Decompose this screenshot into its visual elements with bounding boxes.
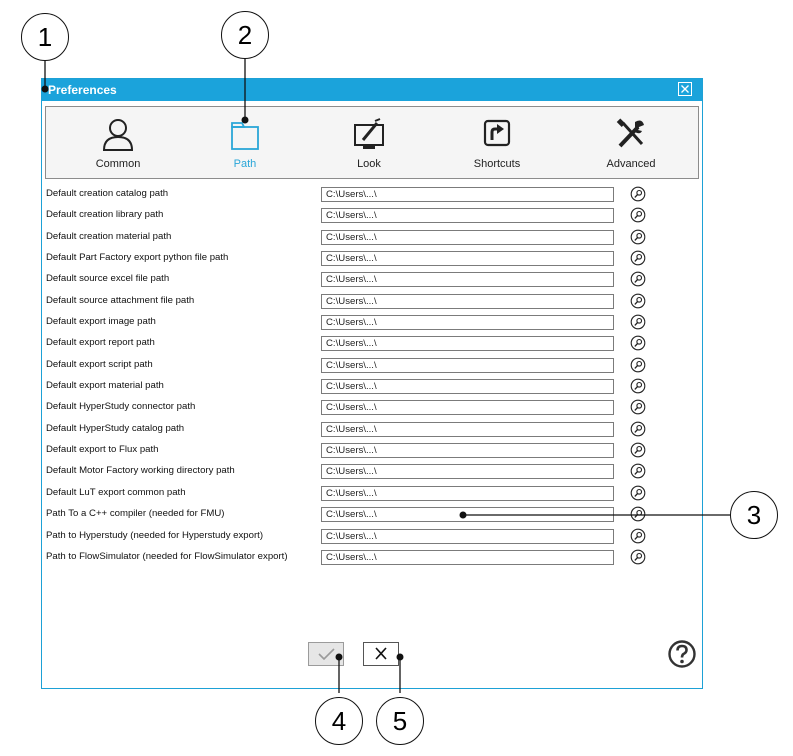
browse-magnifier-icon[interactable] <box>630 293 646 309</box>
question-icon <box>667 639 697 669</box>
tab-shortcuts[interactable] <box>442 107 552 177</box>
help-button[interactable] <box>667 639 697 669</box>
path-setting-row <box>46 527 686 548</box>
path-setting-label: Default creation library path <box>46 209 164 221</box>
path-setting-row <box>46 484 686 505</box>
path-input[interactable]: C:\Users\...\ <box>321 230 614 245</box>
path-setting-label: Default creation material path <box>46 230 172 242</box>
path-setting-label: Default HyperStudy catalog path <box>46 422 185 434</box>
path-input[interactable]: C:\Users\...\ <box>321 529 614 544</box>
path-settings-list <box>46 185 686 569</box>
title-bar[interactable] <box>42 79 702 101</box>
browse-magnifier-icon[interactable] <box>630 250 646 266</box>
path-input[interactable]: C:\Users\...\ <box>321 336 614 351</box>
callout-4: 4 <box>315 697 363 745</box>
path-input[interactable]: C:\Users\...\ <box>321 272 614 287</box>
browse-magnifier-icon[interactable] <box>630 463 646 479</box>
path-setting-row <box>46 462 686 483</box>
browse-magnifier-icon[interactable] <box>630 357 646 373</box>
callout-5: 5 <box>376 697 424 745</box>
path-input[interactable]: C:\Users\...\ <box>321 208 614 223</box>
callout-3: 3 <box>730 491 778 539</box>
path-setting-label: Default export to Flux path <box>46 444 159 456</box>
preferences-dialog <box>41 78 703 689</box>
browse-magnifier-icon[interactable] <box>630 549 646 565</box>
path-input[interactable]: C:\Users\...\ <box>321 294 614 309</box>
browse-magnifier-icon[interactable] <box>630 207 646 223</box>
browse-magnifier-icon[interactable] <box>630 229 646 245</box>
path-setting-label: Path to Hyperstudy (needed for Hyperstudy export) <box>46 529 264 541</box>
browse-magnifier-icon[interactable] <box>630 506 646 522</box>
folder-icon <box>225 115 265 153</box>
browse-magnifier-icon[interactable] <box>630 271 646 287</box>
path-input[interactable]: C:\Users\...\ <box>321 486 614 501</box>
tab-common[interactable] <box>63 107 173 177</box>
cancel-button[interactable] <box>363 642 399 666</box>
tab-label: Look <box>357 158 381 170</box>
tab-label: Advanced <box>606 158 656 170</box>
path-setting-row <box>46 249 686 270</box>
tab-path[interactable] <box>190 107 300 177</box>
close-icon <box>679 83 691 95</box>
path-input[interactable]: C:\Users\...\ <box>321 187 614 202</box>
path-setting-row <box>46 441 686 462</box>
path-setting-row <box>46 420 686 441</box>
category-tab-bar <box>45 106 699 179</box>
path-setting-label: Default export report path <box>46 337 155 349</box>
path-setting-row <box>46 313 686 334</box>
tools-icon <box>611 115 651 153</box>
path-input[interactable]: C:\Users\...\ <box>321 507 614 522</box>
path-input[interactable]: C:\Users\...\ <box>321 443 614 458</box>
x-icon <box>364 643 398 665</box>
browse-magnifier-icon[interactable] <box>630 378 646 394</box>
path-setting-label: Default Part Factory export python file path <box>46 252 229 264</box>
path-setting-label: Default source attachment file path <box>46 294 195 306</box>
callout-1: 1 <box>21 13 69 61</box>
tab-advanced[interactable] <box>576 107 686 177</box>
path-setting-row <box>46 292 686 313</box>
dialog-title: Preferences <box>48 83 117 97</box>
browse-magnifier-icon[interactable] <box>630 421 646 437</box>
close-button[interactable] <box>678 82 692 96</box>
browse-magnifier-icon[interactable] <box>630 335 646 351</box>
path-input[interactable]: C:\Users\...\ <box>321 358 614 373</box>
path-setting-label: Default export image path <box>46 316 156 328</box>
path-setting-row <box>46 228 686 249</box>
path-setting-label: Default export script path <box>46 358 153 370</box>
path-setting-label: Default export material path <box>46 380 164 392</box>
path-setting-label: Default source excel file path <box>46 273 170 285</box>
browse-magnifier-icon[interactable] <box>630 399 646 415</box>
tab-look[interactable] <box>314 107 424 177</box>
callout-2: 2 <box>221 11 269 59</box>
path-setting-label: Path To a C++ compiler (needed for FMU) <box>46 508 225 520</box>
shortcut-arrow-icon <box>477 115 517 153</box>
path-setting-row <box>46 334 686 355</box>
path-setting-row <box>46 185 686 206</box>
path-setting-label: Path to FlowSimulator (needed for FlowSimulator export) <box>46 550 288 562</box>
path-input[interactable]: C:\Users\...\ <box>321 422 614 437</box>
ok-button[interactable] <box>308 642 344 666</box>
path-setting-label: Default HyperStudy connector path <box>46 401 196 413</box>
path-input[interactable]: C:\Users\...\ <box>321 464 614 479</box>
browse-magnifier-icon[interactable] <box>630 485 646 501</box>
path-input[interactable]: C:\Users\...\ <box>321 251 614 266</box>
path-setting-row <box>46 505 686 526</box>
monitor-brush-icon <box>349 115 389 153</box>
path-input[interactable]: C:\Users\...\ <box>321 400 614 415</box>
path-setting-row <box>46 206 686 227</box>
person-icon <box>98 115 138 153</box>
tab-label: Path <box>233 158 257 170</box>
tab-label: Shortcuts <box>473 158 521 170</box>
path-setting-label: Default Motor Factory working directory path <box>46 465 235 477</box>
path-input[interactable]: C:\Users\...\ <box>321 315 614 330</box>
path-setting-row <box>46 398 686 419</box>
checkmark-icon <box>309 643 343 665</box>
path-input[interactable]: C:\Users\...\ <box>321 379 614 394</box>
browse-magnifier-icon[interactable] <box>630 528 646 544</box>
path-setting-row <box>46 356 686 377</box>
path-setting-label: Default creation catalog path <box>46 188 169 199</box>
path-setting-row <box>46 548 686 569</box>
path-setting-row <box>46 377 686 398</box>
path-input[interactable]: C:\Users\...\ <box>321 550 614 565</box>
path-setting-row <box>46 270 686 291</box>
tab-label: Common <box>95 158 141 170</box>
browse-magnifier-icon[interactable] <box>630 314 646 330</box>
browse-magnifier-icon[interactable] <box>630 442 646 458</box>
browse-magnifier-icon[interactable] <box>630 186 646 202</box>
path-setting-label: Default LuT export common path <box>46 486 186 498</box>
